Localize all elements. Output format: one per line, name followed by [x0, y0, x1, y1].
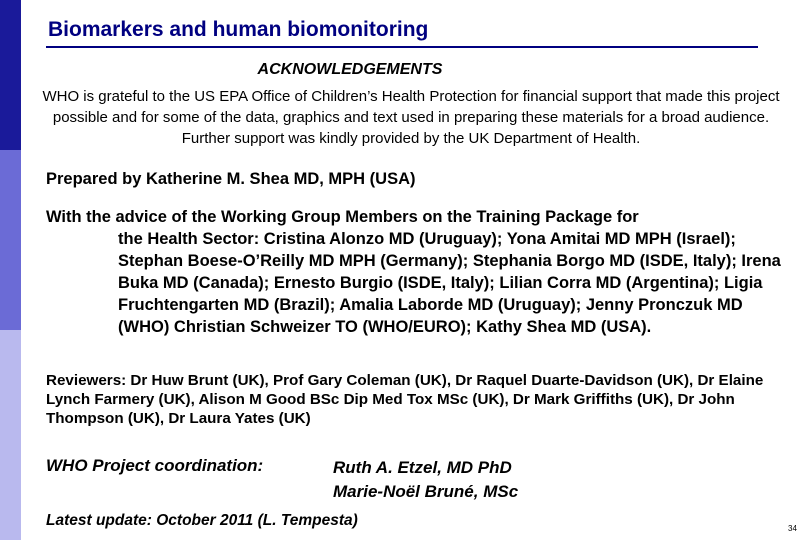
title-divider	[46, 46, 758, 48]
coordination-names	[333, 456, 518, 504]
page-number: 34	[788, 524, 797, 533]
advice-members: the Health Sector: Cristina Alonzo MD (Uruguay); Yona Amitai MD MPH (Israel); Stephan Boese-O’Reilly MD MPH (Germany); Stephania Borgo MD (ISDE, Italy); Irena Buka MD (Canada); Ernesto Burgio (ISDE, Italy); Lilian Corra MD (Argentina); Ligia Fruchtengarten MD (Brazil); Amalia Laborde MD (Uruguay); Jenny Pronczuk MD (WHO) Christian Schweizer TO (WHO/EURO); Kathy Shea MD (USA).	[118, 230, 781, 336]
sidebar-band-mid	[0, 150, 21, 330]
reviewers-paragraph: Reviewers: Dr Huw Brunt (UK), Prof Gary Coleman (UK), Dr Raquel Duarte-Davidson (UK), Dr Elaine Lynch Farmery (UK), Alison M Good BSc Dip Med Tox MSc (UK), Dr Mark Griffiths (UK), Dr John Thompson (UK), Dr Laura Yates (UK)	[46, 372, 764, 427]
coordinator-name-2: Marie-Noël Bruné, MSc	[333, 482, 519, 501]
slide-title: Biomarkers and human biomonitoring	[48, 18, 429, 41]
coordination-label: WHO Project coordination:	[46, 456, 264, 475]
acknowledgements-body: WHO is grateful to the US EPA Office of Children’s Health Protection for financial support that made this project possible and for some of the data, graphics and text used in preparing these materials for a broad audience. Further support was kindly provided by the UK Department of Health.	[42, 88, 780, 147]
latest-update: Latest update: October 2011 (L. Tempesta)	[46, 512, 358, 529]
prepared-by: Prepared by Katherine M. Shea MD, MPH (USA)	[46, 170, 416, 188]
coordinator-name-1: Ruth A. Etzel, MD PhD	[333, 458, 512, 477]
advice-lead: With the advice of the Working Group Members on the Training Package for	[46, 208, 639, 226]
decorative-sidebar	[0, 0, 21, 540]
acknowledgements-heading: ACKNOWLEDGEMENTS	[257, 61, 443, 78]
advice-paragraph	[46, 206, 781, 338]
sidebar-band-light	[0, 330, 21, 540]
